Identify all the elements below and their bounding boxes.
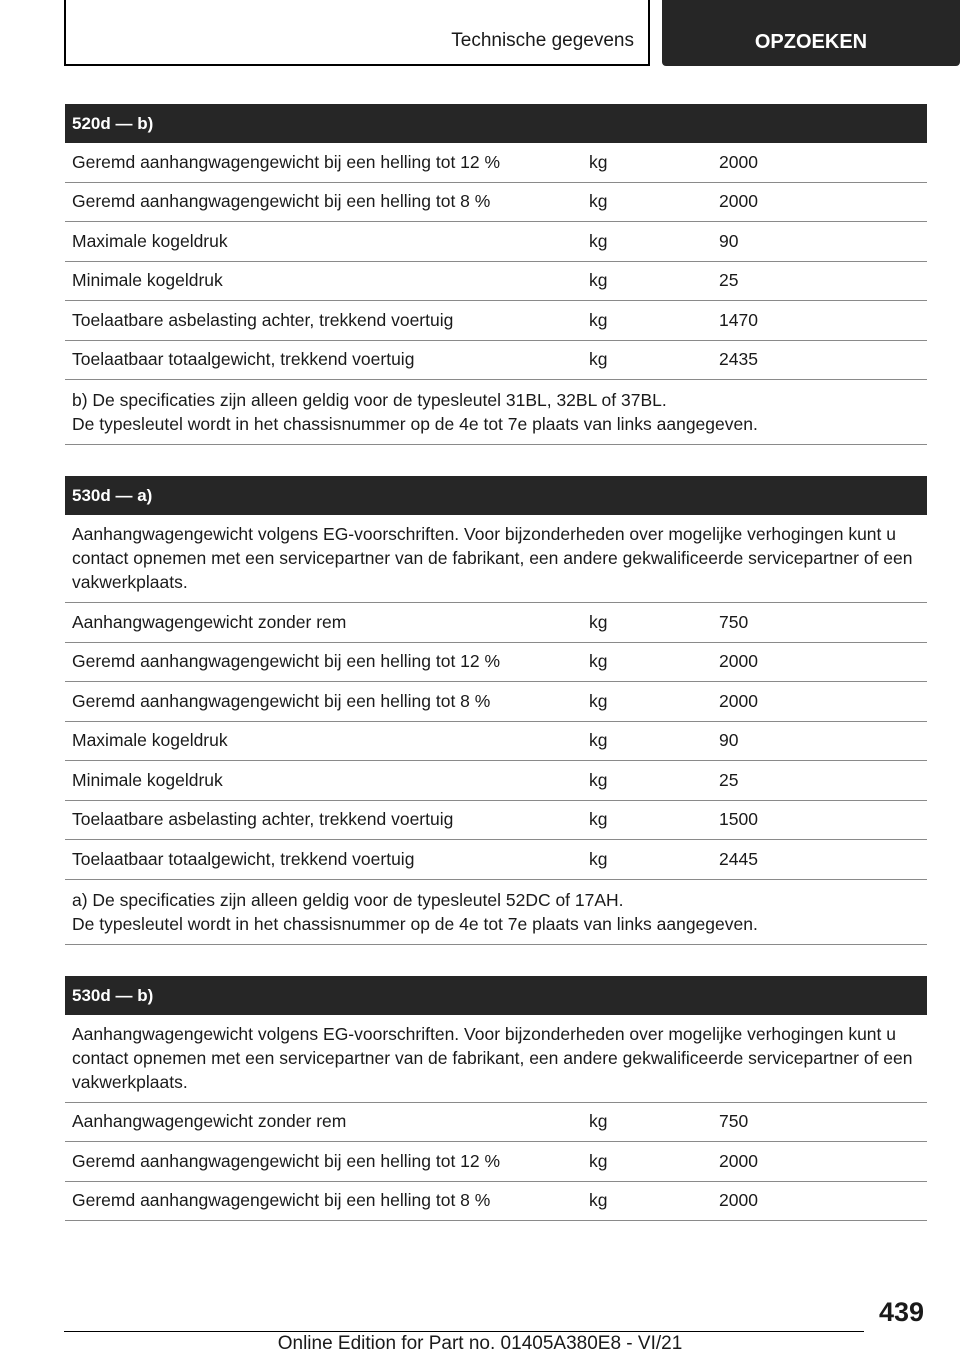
row-unit: kg	[589, 848, 608, 869]
search-tab[interactable]	[662, 0, 960, 66]
row-label: Geremd aanhangwagengewicht bij een helling tot 12 %	[72, 1150, 501, 1171]
row-label: Geremd aanhangwagengewicht bij een helling tot 12 %	[72, 151, 501, 172]
section-note: Aanhangwagengewicht volgens EG-voorschriften. Voor bijzonderheden over mogelijke verhogingen kunt u contact opnemen met een servicepartner van de fabrikant, een andere gekwalificeerde servicepartner of een vakwerkplaats.	[65, 515, 927, 603]
section-footnote	[65, 880, 927, 945]
section-tab[interactable]	[64, 0, 650, 66]
page-number: 439	[878, 1297, 924, 1327]
spec-content	[65, 104, 927, 1252]
row-unit: kg	[589, 690, 608, 711]
section-title: Technische gegevens	[451, 30, 634, 51]
row-label: Geremd aanhangwagengewicht bij een helling tot 12 %	[72, 651, 501, 672]
row-value: 1500	[719, 809, 758, 830]
table-row	[65, 801, 927, 841]
search-tab-label: OPZOEKEN	[754, 31, 868, 53]
row-unit: kg	[589, 611, 608, 632]
table-row	[65, 1182, 927, 1222]
row-value: 2000	[719, 651, 758, 672]
row-value: 2000	[719, 151, 758, 172]
row-unit: kg	[589, 730, 608, 751]
section-heading: 530d — a)	[65, 476, 927, 515]
row-value: 2000	[719, 1190, 758, 1211]
section-footnote	[65, 380, 927, 445]
table-row	[65, 1142, 927, 1182]
row-label: Toelaatbare asbelasting achter, trekkend voertuig	[72, 309, 454, 330]
table-row	[65, 1103, 927, 1143]
row-value: 750	[719, 611, 749, 632]
row-label: Aanhangwagengewicht zonder rem	[72, 1111, 347, 1132]
page-header	[64, 0, 960, 66]
footnote-line: De typesleutel wordt in het chassisnummer op de 4e tot 7e plaats van links aangegeven.	[72, 913, 758, 934]
row-label: Toelaatbaar totaalgewicht, trekkend voertuig	[72, 349, 415, 370]
table-row	[65, 301, 927, 341]
footnote-line: De typesleutel wordt in het chassisnummer op de 4e tot 7e plaats van links aangegeven.	[72, 414, 758, 434]
row-unit: kg	[589, 349, 608, 370]
row-label: Toelaatbaar totaalgewicht, trekkend voertuig	[72, 848, 415, 869]
row-value: 750	[719, 1111, 749, 1132]
table-row	[65, 262, 927, 302]
row-unit: kg	[589, 1190, 608, 1211]
row-value: 90	[719, 230, 739, 251]
table-row	[65, 682, 927, 722]
row-value: 2445	[719, 848, 758, 869]
row-label: Minimale kogeldruk	[72, 769, 223, 790]
spec-section	[65, 104, 927, 445]
row-unit: kg	[589, 769, 608, 790]
table-row	[65, 183, 927, 223]
footer-divider	[64, 1331, 864, 1332]
row-value: 90	[719, 730, 739, 751]
edition-text: Online Edition for Part no. 01405A380E8 - VI/21	[277, 1333, 683, 1354]
row-value: 2000	[719, 191, 758, 212]
row-value: 1470	[719, 309, 758, 330]
table-row	[65, 143, 927, 183]
table-row	[65, 761, 927, 801]
row-value: 2435	[719, 349, 758, 370]
table-row	[65, 222, 927, 262]
row-label: Toelaatbare asbelasting achter, trekkend voertuig	[72, 809, 454, 830]
row-unit: kg	[589, 270, 608, 291]
spec-section	[65, 976, 927, 1222]
section-heading: 520d — b)	[65, 104, 927, 143]
row-unit: kg	[589, 1150, 608, 1171]
row-value: 25	[719, 270, 739, 291]
section-heading: 530d — b)	[65, 976, 927, 1015]
row-unit: kg	[589, 1111, 608, 1132]
row-unit: kg	[589, 230, 608, 251]
row-unit: kg	[589, 651, 608, 672]
table-row	[65, 341, 927, 381]
row-label: Geremd aanhangwagengewicht bij een helling tot 8 %	[72, 1190, 491, 1211]
table-row	[65, 722, 927, 762]
row-label: Geremd aanhangwagengewicht bij een helling tot 8 %	[72, 690, 491, 711]
footnote-line: b) De specificaties zijn alleen geldig voor de typesleutel 31BL, 32BL of 37BL.	[72, 390, 667, 410]
row-label: Maximale kogeldruk	[72, 730, 228, 751]
table-row	[65, 643, 927, 683]
row-unit: kg	[589, 309, 608, 330]
row-label: Maximale kogeldruk	[72, 230, 228, 251]
footnote-line: a) De specificaties zijn alleen geldig voor de typesleutel 52DC of 17AH.	[72, 889, 624, 910]
section-note: Aanhangwagengewicht volgens EG-voorschriften. Voor bijzonderheden over mogelijke verhogingen kunt u contact opnemen met een servicepartner van de fabrikant, een andere gekwalificeerde servicepartner of een vakwerkplaats.	[65, 1015, 927, 1103]
row-value: 2000	[719, 690, 758, 711]
table-row	[65, 840, 927, 880]
row-unit: kg	[589, 151, 608, 172]
row-unit: kg	[589, 809, 608, 830]
row-label: Geremd aanhangwagengewicht bij een helling tot 8 %	[72, 191, 491, 212]
table-row	[65, 603, 927, 643]
row-value: 2000	[719, 1150, 758, 1171]
row-value: 25	[719, 769, 739, 790]
row-label: Aanhangwagengewicht zonder rem	[72, 611, 347, 632]
spec-section	[65, 476, 927, 945]
row-unit: kg	[589, 191, 608, 212]
row-label: Minimale kogeldruk	[72, 270, 223, 291]
